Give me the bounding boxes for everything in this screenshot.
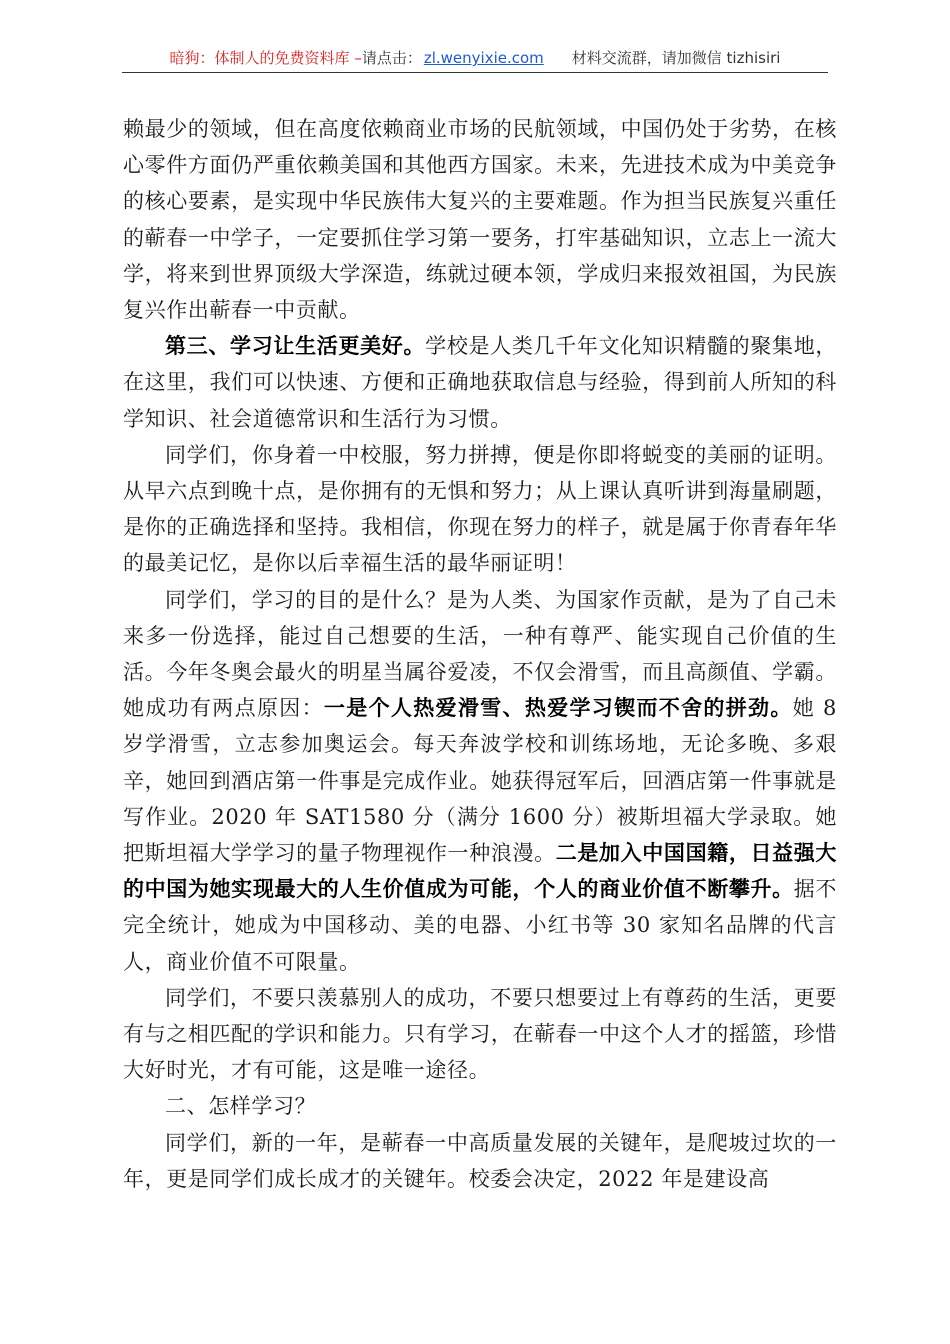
paragraph-text: 学校是人类几千年文化知识精髓的聚集地，在这里，我们可以快速、方便和正确地获取信息与经验，得到前人所知的科学知识、社会道德常识和生活行为习惯。 [123,334,837,431]
paragraph-text: 她 8 岁学滑雪，立志参加奥运会。每天奔波学校和训练场地，无论多晚、多艰辛，她回到酒店第一件事是完成作业。她获得冠军后，回酒店第一件事就是写作业。2020 年 SAT1580 分（满分 1600 分）被斯坦福大学录取。她把斯坦福大学学习的量子物理视作一种浪漫。 [123,696,838,866]
reason-two-bold: 二是加入中国国籍，日益强大的中国为她实现最大的人生价值成为可能，个人的商业价值不断攀升。 [123,840,837,902]
paragraph-third-point [123,328,837,437]
paragraph-text: 同学们，不要只羡慕别人的成功，不要只想要过上有尊药的生活，更要有与之相匹配的学识和能力。只有学习，在蕲春一中这个人才的摇篮，珍惜大好时光，才有可能，这是唯一途径。 [123,985,837,1083]
paragraph-learning-purpose [123,582,837,980]
paragraph-text: 同学们，新的一年，是蕲春一中高质量发展的关键年，是爬坡过坎的一年，更是同学们成长成才的关键年。校委会决定，2022 年是建设高 [123,1130,837,1191]
heading-text: 二、怎样学习？ [165,1094,317,1119]
paragraph-text: 赖最少的领域，但在高度依赖商业市场的民航领域，中国仍处于劣势，在核心零件方面仍严重依赖美国和其他西方国家。未来，先进技术成为中美竞争的核心要素，是实现中华民族伟大复兴的主要难题。作为担当民族复兴重任的蕲春一中学子，一定要抓住学习第一要务，打牢基础知识，立志上一流大学，将来到世界顶级大学深造，练就过硬本领，学成归来报效祖国，为民族复兴作出蕲春一中贡献。 [123,117,837,323]
paragraph-dont-envy [123,980,837,1089]
paragraph-text: 同学们，你身着一中校服，努力拼搏，便是你即将蜕变的美丽的证明。从早六点到晚十点，是你拥有的无惧和努力；从上课认真听讲到海量刷题，是你的正确选择和坚持。我相信，你现在努力的样子，就是属于你青春年华的最美记忆，是你以后幸福生活的最华丽证明！ [123,442,837,576]
header-brand: 暗狗：体制人的免费资料库 [169,49,350,67]
section-heading-bold: 第三、学习让生活更美好。 [165,333,426,359]
paragraph-new-year [123,1125,837,1197]
paragraph-continuation [123,111,837,328]
page-header [122,46,828,73]
header-group-info: 材料交流群，请加微信 tizhisiri [571,49,781,67]
reason-one-bold: 一是个人热爱滑雪、热爱学习锲而不舍的拼劲。 [323,695,793,721]
paragraph-text: 据不完全统计，她成为中国移动、美的电器、小红书等 30 家知名品牌的代言人，商业价值不可限量。 [123,877,837,974]
header-link[interactable]: zl.wenyixie.com [423,49,544,67]
header-prompt: 请点击： [361,49,422,67]
section-heading-how-to-learn [123,1088,837,1124]
document-body [123,111,837,1197]
paragraph-text: 同学们，学习的目的是什么？是为人类、为国家作贡献，是为了自己未来多一份选择，能过自己想要的生活，一种有尊严、能实现自己价值的生活。今年冬奥会最火的明星当属谷爱凌，不仅会滑雪，而且高颜值、学霸。她成功有两点原因： [123,587,837,721]
paragraph-school-uniform [123,437,837,582]
header-separator: – [349,49,362,67]
